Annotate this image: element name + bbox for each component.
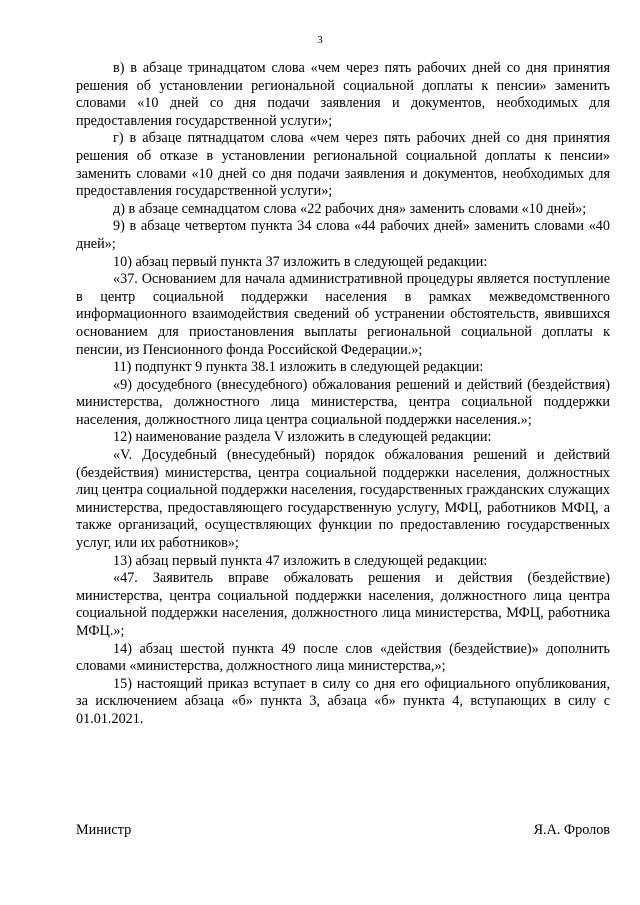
- page-number: 3: [317, 34, 323, 46]
- paragraph-section-v-title: «V. Досудебный (внесудебный) порядок обжалования решений и действий (бездействия) министерства, центра социальной поддержки населения, должностных лиц центра социальной поддержки населения, государственных гражданских служащих министерства, предоставляющего государственную услугу, МФЦ, работников МФЦ, а также организаций, осуществляющих функции по предоставлению государственных услуг, или их работников»;: [76, 447, 610, 552]
- paragraph-47-text: «47. Заявитель вправе обжаловать решения и действия (бездействие) министерства, центра социальной поддержки населения, должностного лица центра социальной поддержки населения, должностного лица министерства, МФЦ, работника МФЦ.»;: [76, 570, 610, 639]
- paragraph-11: 11) подпункт 9 пункта 38.1 изложить в следующей редакции:: [113, 359, 484, 376]
- paragraph-10: 10) абзац первый пункта 37 изложить в следующей редакции:: [113, 253, 488, 270]
- paragraph-13: 13) абзац первый пункта 47 изложить в следующей редакции:: [113, 552, 488, 569]
- document-body: [76, 60, 610, 729]
- paragraph-9-text: «9) досудебного (внесудебного) обжалования решений и действий (бездействия) министерства, должностного лица министерства, центра социальной поддержки населения, должностного лица центра социальной поддержки населения.»;: [76, 376, 610, 428]
- signatory-title: Министр: [76, 822, 132, 838]
- paragraph-9: 9) в абзаце четвертом пункта 34 слова «44 рабочих дней» заменить словами «40 дней»;: [76, 218, 610, 252]
- paragraph-d: д) в абзаце семнадцатом слова «22 рабочих дня» заменить словами «10 дней»;: [113, 200, 587, 217]
- signatory-name: Я.А. Фролов: [533, 822, 610, 838]
- paragraph-v: в) в абзаце тринадцатом слова «чем через пять рабочих дней со дня принятия решения об установлении региональной социальной доплаты к пенсии» заменить словами «10 дней со дня подачи заявления и документов, необходимых для предоставления государственной услуги»;: [76, 60, 610, 129]
- paragraph-37-text: «37. Основанием для начала административной процедуры является поступление в центр социальной поддержки населения в рамках межведомственного информационного взаимодействия сведений об устранении обстоятельств, явившихся основанием для приостановления выплаты региональной социальной доплаты к пенсии, из Пенсионного фонда Российской Федерации.»;: [76, 271, 610, 358]
- paragraph-14: 14) абзац шестой пункта 49 после слов «действия (бездействие)» дополнить словами «министерства, должностного лица министерства,»;: [76, 640, 610, 675]
- paragraph-15: 15) настоящий приказ вступает в силу со дня его официального опубликования, за исключением абзаца «б» пункта 3, абзаца «б» пункта 4, вступающих в силу с 01.01.2021.: [76, 675, 610, 727]
- paragraph-12: 12) наименование раздела V изложить в следующей редакции:: [113, 429, 492, 446]
- paragraph-g: г) в абзаце пятнадцатом слова «чем через пять рабочих дней со дня принятия решения об отказе в установлении региональной социальной доплаты к пенсии» заменить словами «10 дней со дня подачи заявления и документов, необходимых для предоставления государственной услуги»;: [76, 130, 610, 200]
